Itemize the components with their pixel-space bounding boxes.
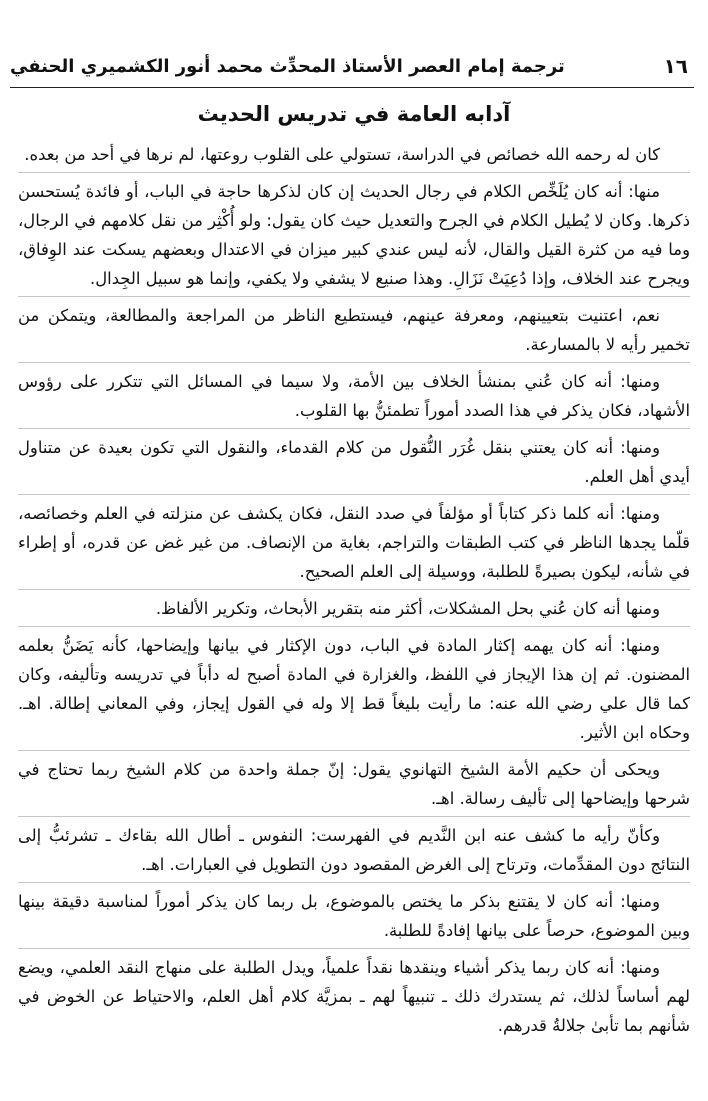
running-title: ترجمة إمام العصر الأستاذ المحدِّث محمد أنور الكشميري الحنفي [10,56,565,77]
paragraph: ومنها: أنه كان ربما يذكر أشياء وينقدها نقداً علمياً، ويدل الطلبة على منهاج النقد العلمي، ويضع لهم أساساً لذلك، ثم يستدرك ذلك ـ تنبيهاً لهم ـ بمزيَّة كلام أهل العلم، والاحتياط عن الخوض في شأنهم بما تأبىٰ جلالةُ قدرهم. [18,958,690,1035]
running-header [10,54,694,84]
paragraph: ويحكى أن حكيم الأمة الشيخ التهانوي يقول: إنّ جملة واحدة من كلام الشيخ ربما تحتاج في شرحها وإيضاحها إلى تأليف رسالة. اهـ. [18,760,690,808]
paragraph: نعم، اعتنيت بتعيينهم، ومعرفة عينهم، فيستطيع الناظر من المراجعة والمطالعة، ويتمكن من تخمير رأيه لا بالمسارعة. [18,306,690,354]
paragraph: ومنها: أنه كلما ذكر كتاباً أو مؤلفاً في صدد النقل، فكان يكشف عن منزلته في العلم وخصائصه، قلّما يجدها الناظر في كتب الطبقات والتراجم، بغاية من الإنصاف. من غير غض عن قدره، أو إطراء في شأنه، ليكون بصيرةً للطلبة، ووسيلة إلى العلم الصحيح. [18,504,690,581]
paragraph: ومنها: أنه كان عُني بمنشأ الخلاف بين الأمة، ولا سيما في المسائل التي تتكرر على رؤوس الأشهاد، فكان يذكر في هذا الصدد أموراً تطمئنُّ بها القلوب. [18,372,690,420]
paragraph: ومنها: أنه كان يهمه إكثار المادة في الباب، دون الإكثار في بيانها وإيضاحها، كأنه يَضَنُّ بعلمه المضنون. ثم إن هذا الإيجاز في اللفظ، والغزارة في المادة أصبح له دأباً في تدريسه وتأليفه، وكان كما قال علي رضي الله عنه: ما رأيت بليغاً قط إلا وله في القول إيجاز، وفي المعاني إطالة. اهـ. وحكاه ابن الأثير. [18,636,690,742]
divider [18,948,690,949]
divider [18,816,690,817]
divider [18,296,690,297]
divider [18,494,690,495]
paragraph: ومنها: أنه كان لا يقتنع بذكر ما يختص بالموضوع، بل ربما كان يذكر أموراً لمناسبة دقيقة بينها وبين الموضوع، حرصاً على بيانها إفادةً للطلبة. [18,892,690,940]
divider [18,428,690,429]
divider [18,362,690,363]
header-rule [10,87,694,88]
section-heading: آدابه العامة في تدريس الحديث [197,102,511,126]
page-number: ١٦ [663,54,688,78]
paragraph: كان له رحمه الله خصائص في الدراسة، تستولي على القلوب روعتها، لم نرها في أحد من بعده. [24,145,660,164]
divider [18,882,690,883]
divider [18,626,690,627]
paragraph: وكأنّ رأيه ما كشف عنه ابن النَّديم في الفهرست: النفوس ـ أطال الله بقاءك ـ تشرئبُّ إلى النتائج دون المقدِّمات، وترتاح إلى الغرض المقصود دون التطويل في العبارات. اهـ. [18,826,690,874]
divider [18,750,690,751]
paragraph: منها: أنه كان يُلَخِّص الكلام في رجال الحديث إن كان لذكرها حاجة في الباب، أو فائدة يُستحسن ذكرها. وكان لا يُطيل الكلام في الجرح والتعديل حيث كان يقول: ولو أُكْثِر من نقل كلامهم في الرجال، وما فيه من كثرة القيل والقال، لأنه ليس عندي كبير ميزان في الاعتدال وبعضهم يسكت عند الوِفاق، ويجرح عند الخلاف، وإذا دُعِيَتْ نَزَالِ. وهذا صنيع لا يشفي ولا يكفي، وإنما هو سبيل الجِدال. [18,182,690,288]
divider [18,589,690,590]
paragraph: ومنها: أنه كان يعتني بنقل غُرَر النُّقول من كلام القدماء، والنقول التي تكون بعيدة عن متناول أيدي أهل العلم. [18,438,690,486]
paragraph: ومنها أنه كان عُني بحل المشكلات، أكثر منه بتقرير الأبحاث، وتكرير الألفاظ. [155,599,660,618]
body-text [18,140,690,1040]
divider [18,172,690,173]
